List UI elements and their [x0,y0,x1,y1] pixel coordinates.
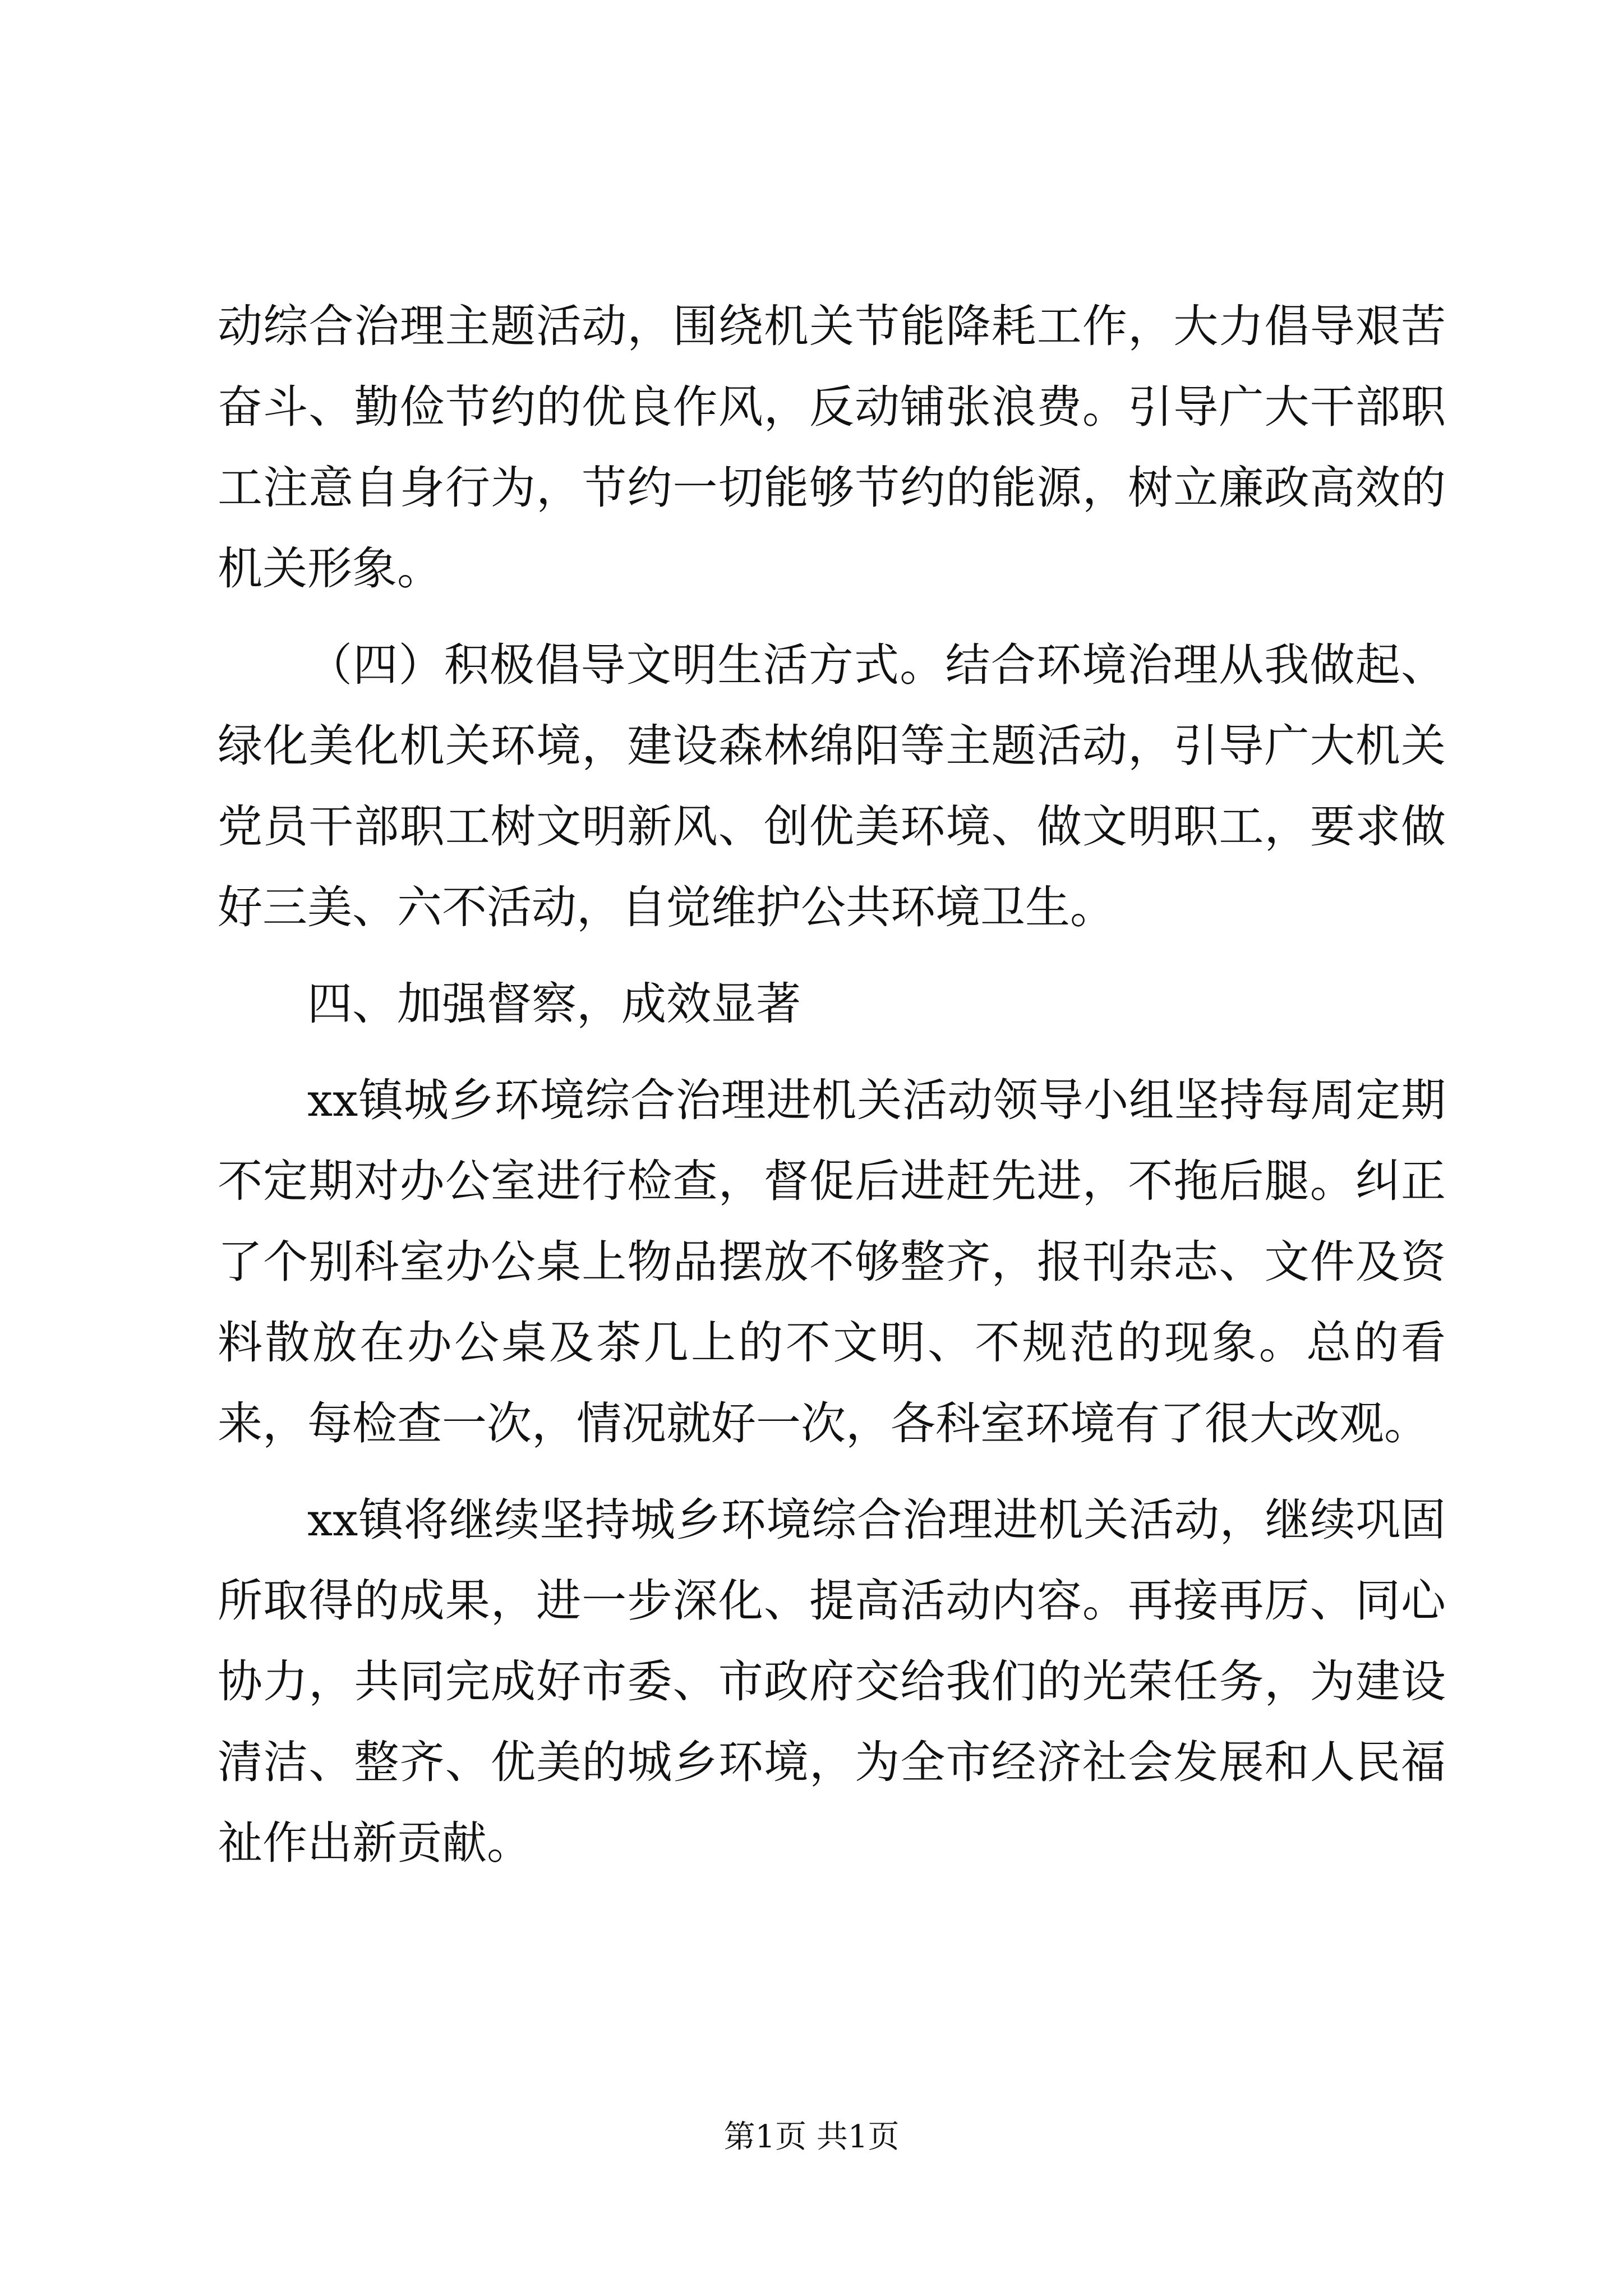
page-footer: 第1页 共1页 [723,2119,900,2155]
document-body [218,286,1446,1899]
section-heading-supervision: 四、加强督察，成效显著 [307,978,801,1030]
paragraph-continued: 动综合治理主题活动，围绕机关节能降耗工作，大力倡导艰苦奋斗、勤俭节约的优良作风，反动铺张浪费。引导广大干部职工注意自身行为，节约一切能够节约的能源，树立廉政高效的机关形象。 [218,300,1446,595]
paragraph-inspection: xx镇城乡环境综合治理进机关活动领导小组坚持每周定期不定期对办公室进行检查，督促后进赶先进，不拖后腿。纠正了个别科室办公桌上物品摆放不够整齐，报刊杂志、文件及资料散放在办公桌及茶几上的不文明、不规范的现象。总的看来，每检查一次，情况就好一次，各科室环境有了很大改观。 [218,1074,1446,1450]
paragraph-civilized-lifestyle: （四）积极倡导文明生活方式。结合环境治理从我做起、绿化美化机关环境，建设森林绵阳等主题活动，引导广大机关党员干部职工树文明新风、创优美环境、做文明职工，要求做好三美、六不活动，自觉维护公共环境卫生。 [218,639,1446,933]
paragraph-conclusion: xx镇将继续坚持城乡环境综合治理进机关活动，继续巩固所取得的成果，进一步深化、提高活动内容。再接再厉、同心协力，共同完成好市委、市政府交给我们的光荣任务，为建设清洁、整齐、优美的城乡环境，为全市经济社会发展和人民福祉作出新贡献。 [218,1494,1446,1869]
